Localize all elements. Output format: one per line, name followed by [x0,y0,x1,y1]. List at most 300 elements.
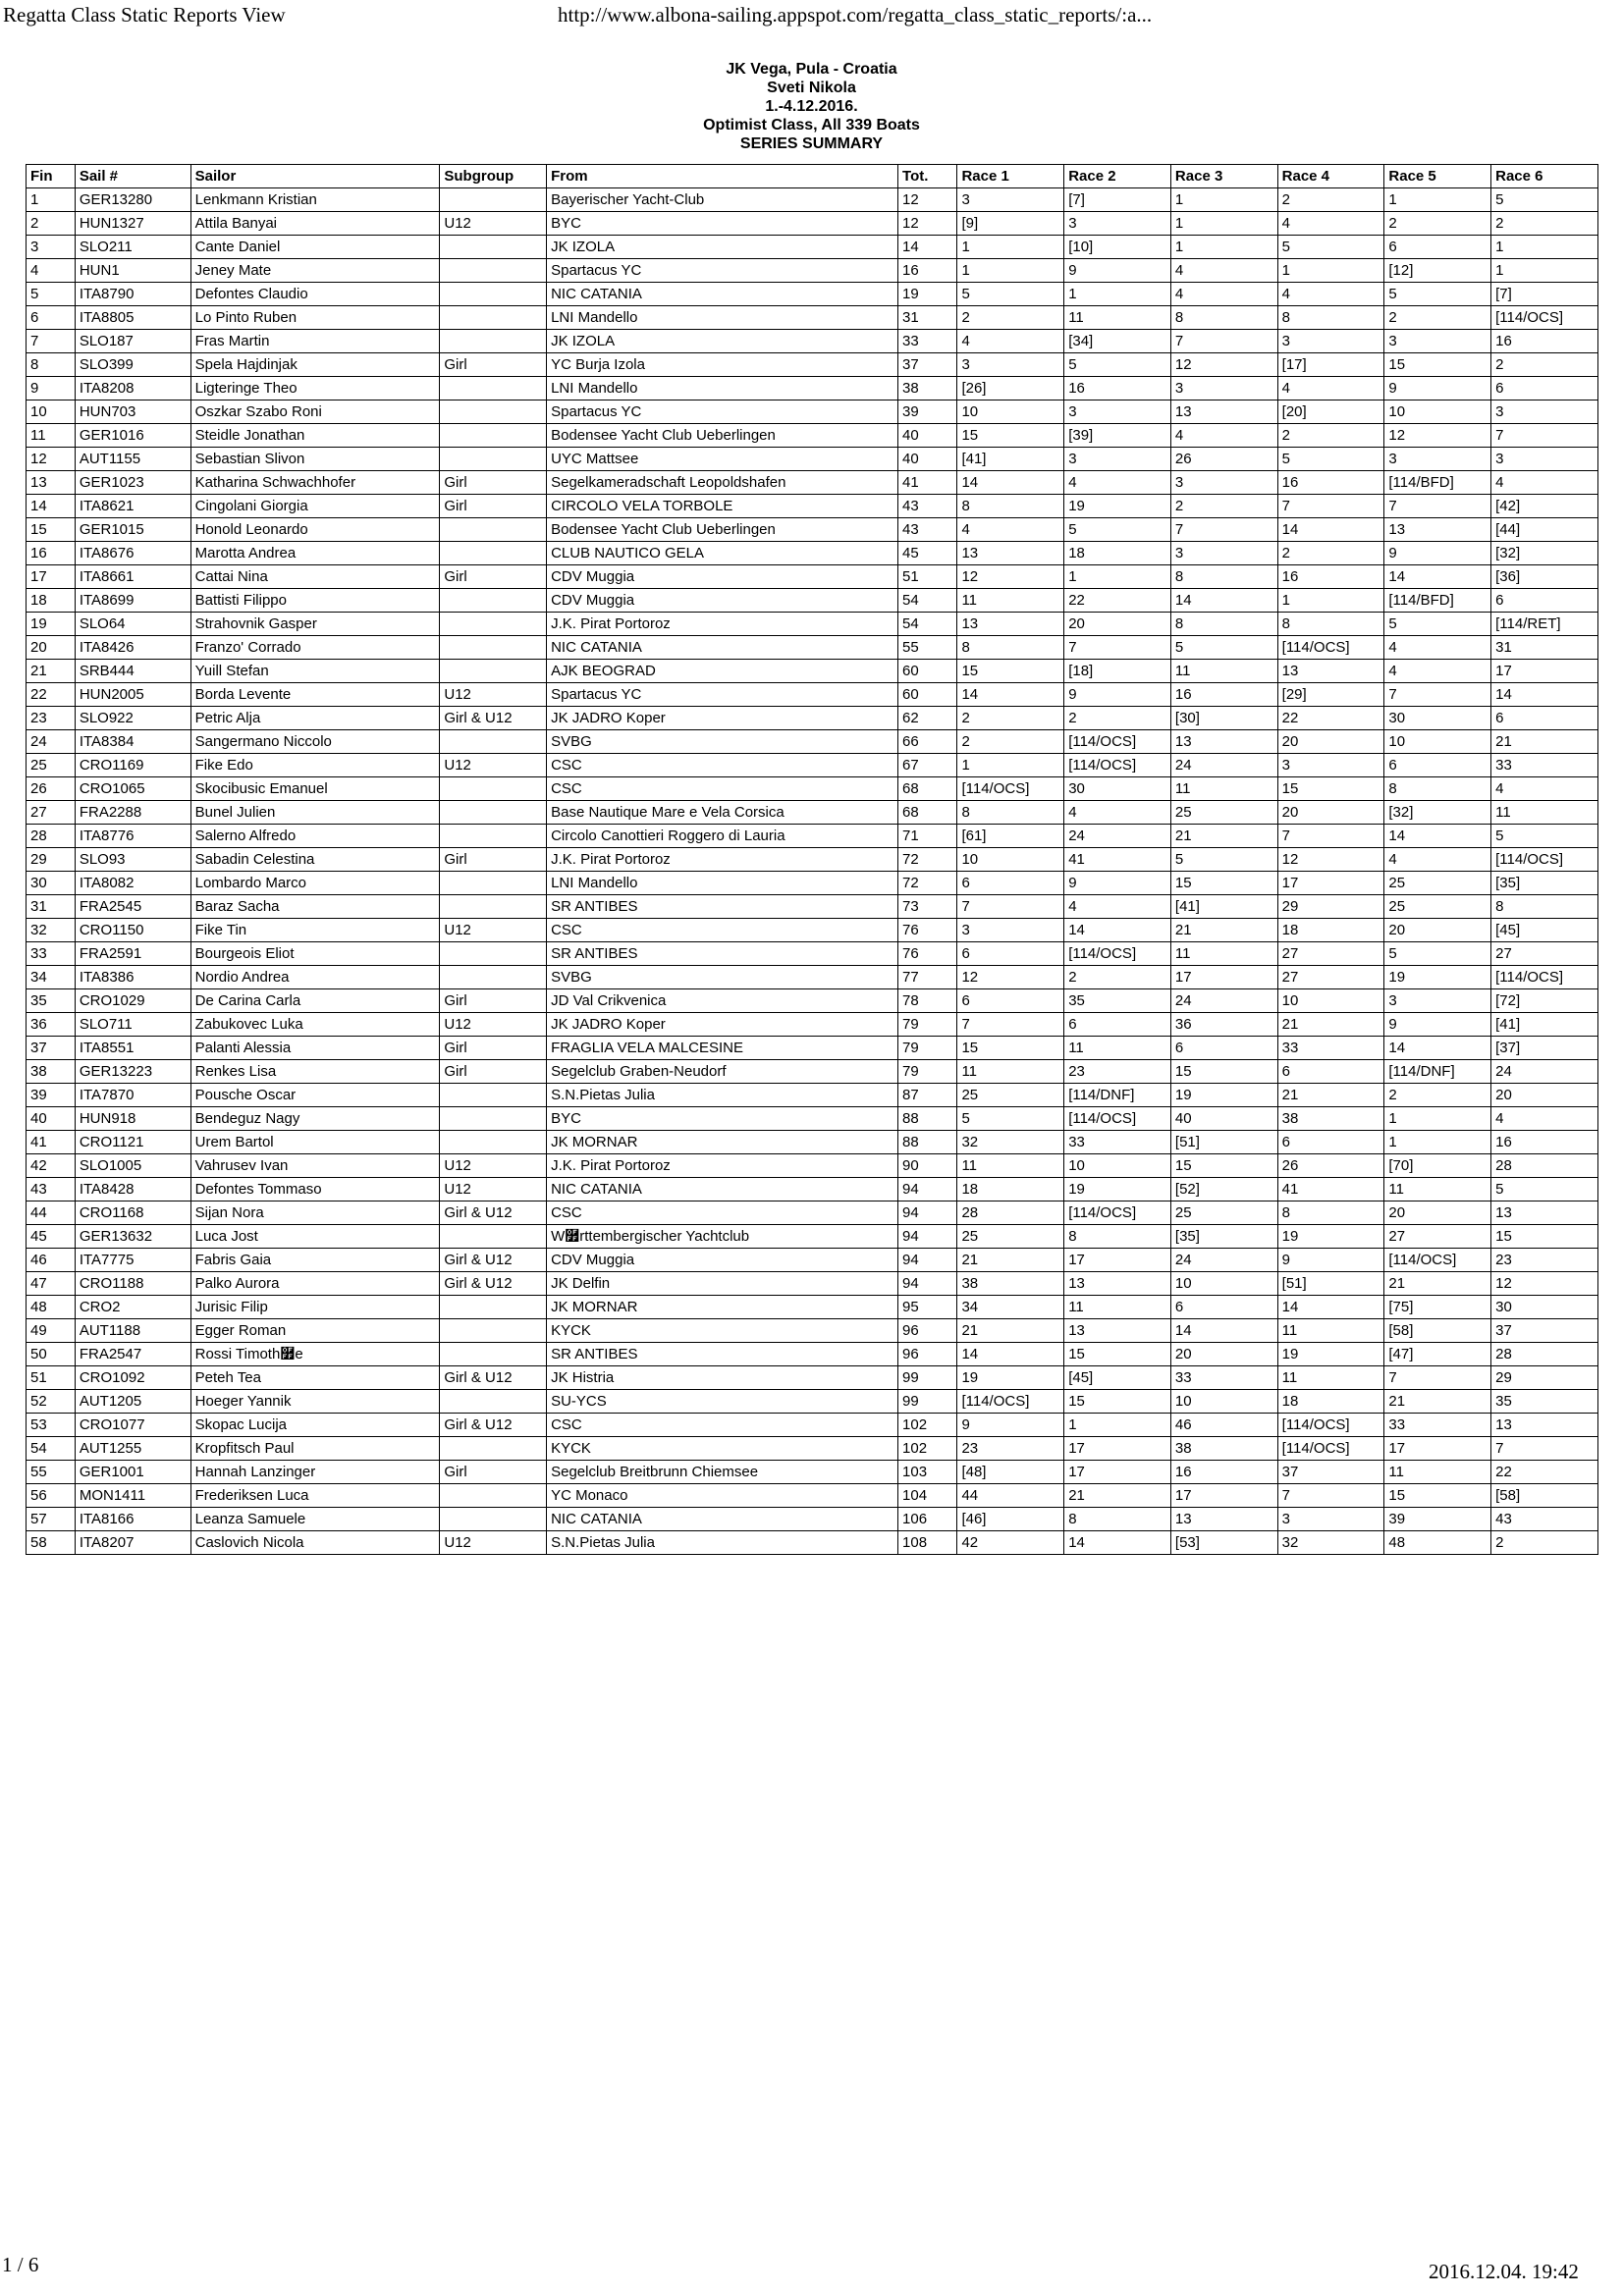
series-summary-table [26,164,1598,1555]
cell-race-6: 24 [1491,1060,1598,1084]
cell-race-2: 19 [1064,495,1171,518]
cell-race-4: 1 [1277,259,1384,283]
cell-race-4: 8 [1277,306,1384,330]
cell-race-5: 15 [1384,1484,1491,1508]
table-row [27,259,1598,283]
cell-race-1: [46] [957,1508,1064,1531]
cell-race-2: [114/OCS] [1064,730,1171,754]
cell-race-6: 5 [1491,188,1598,212]
table-row [27,353,1598,377]
cell-from: Bodensee Yacht Club Ueberlingen [547,424,898,448]
cell-subgroup [440,424,547,448]
cell-sail-number: ITA8790 [75,283,190,306]
cell-race-4: 21 [1277,1084,1384,1107]
cell-subgroup: Girl & U12 [440,1272,547,1296]
cell-total: 95 [898,1296,957,1319]
cell-fin: 41 [27,1131,76,1154]
report-event-name: Sveti Nikola [767,80,856,96]
cell-sailor: Honold Leonardo [190,518,440,542]
table-row [27,1225,1598,1249]
cell-race-2: [114/OCS] [1064,1201,1171,1225]
cell-race-4: [114/OCS] [1277,1414,1384,1437]
column-header-race-4[interactable]: Race 4 [1277,165,1384,188]
cell-sail-number: GER13632 [75,1225,190,1249]
cell-subgroup: Girl [440,353,547,377]
cell-race-5: 1 [1384,188,1491,212]
cell-race-3: 2 [1170,495,1277,518]
cell-sail-number: SLO1005 [75,1154,190,1178]
cell-fin: 6 [27,306,76,330]
cell-race-4: 29 [1277,895,1384,919]
cell-race-6: [37] [1491,1037,1598,1060]
column-header-total[interactable]: Tot. [898,165,957,188]
cell-race-4: 16 [1277,471,1384,495]
cell-total: 14 [898,236,957,259]
cell-race-5: 3 [1384,989,1491,1013]
cell-sail-number: CRO1077 [75,1414,190,1437]
cell-race-4: [114/OCS] [1277,636,1384,660]
table-row [27,825,1598,848]
cell-race-1: 38 [957,1272,1064,1296]
cell-from: NIC CATANIA [547,1178,898,1201]
cell-total: 41 [898,471,957,495]
cell-race-3: 21 [1170,919,1277,942]
cell-race-5: 21 [1384,1390,1491,1414]
table-row [27,330,1598,353]
cell-race-6: 28 [1491,1154,1598,1178]
column-header-from[interactable]: From [547,165,898,188]
cell-race-4: 3 [1277,754,1384,777]
cell-race-4: 2 [1277,424,1384,448]
cell-subgroup: Girl [440,495,547,518]
cell-from: SR ANTIBES [547,895,898,919]
table-row [27,424,1598,448]
cell-race-3: 8 [1170,613,1277,636]
cell-fin: 56 [27,1484,76,1508]
cell-race-5: 14 [1384,1037,1491,1060]
cell-from: BYC [547,1107,898,1131]
cell-race-1: [26] [957,377,1064,400]
cell-sailor: Pousche Oscar [190,1084,440,1107]
cell-sail-number: CRO1168 [75,1201,190,1225]
cell-race-1: 1 [957,259,1064,283]
cell-race-6: 11 [1491,801,1598,825]
cell-subgroup [440,1084,547,1107]
cell-race-2: 5 [1064,353,1171,377]
cell-race-3: 13 [1170,400,1277,424]
cell-race-2: 11 [1064,1296,1171,1319]
table-row [27,306,1598,330]
cell-sailor: Rossi Timoth࿿e [190,1343,440,1366]
cell-race-4: 18 [1277,1390,1384,1414]
column-header-race-6[interactable]: Race 6 [1491,165,1598,188]
table-row [27,989,1598,1013]
cell-total: 31 [898,306,957,330]
cell-race-3: 24 [1170,1249,1277,1272]
cell-fin: 57 [27,1508,76,1531]
cell-total: 103 [898,1461,957,1484]
cell-fin: 32 [27,919,76,942]
cell-sailor: Skopac Lucija [190,1414,440,1437]
cell-sail-number: HUN1327 [75,212,190,236]
cell-race-6: 35 [1491,1390,1598,1414]
cell-subgroup: Girl [440,1060,547,1084]
cell-race-1: 25 [957,1225,1064,1249]
cell-total: 94 [898,1201,957,1225]
cell-race-2: 24 [1064,825,1171,848]
cell-race-1: 28 [957,1201,1064,1225]
cell-race-1: 3 [957,353,1064,377]
cell-subgroup [440,1343,547,1366]
cell-race-5: 2 [1384,1084,1491,1107]
table-row [27,1178,1598,1201]
column-header-race-5[interactable]: Race 5 [1384,165,1491,188]
cell-race-5: 10 [1384,400,1491,424]
cell-sailor: Bourgeois Eliot [190,942,440,966]
cell-race-2: 13 [1064,1272,1171,1296]
cell-sail-number: SLO711 [75,1013,190,1037]
cell-race-1: 2 [957,306,1064,330]
cell-race-5: 48 [1384,1531,1491,1555]
cell-from: JK Delfin [547,1272,898,1296]
cell-race-4: 19 [1277,1225,1384,1249]
cell-total: 96 [898,1343,957,1366]
cell-race-2: 4 [1064,471,1171,495]
cell-race-6: [58] [1491,1484,1598,1508]
cell-race-5: [75] [1384,1296,1491,1319]
cell-fin: 14 [27,495,76,518]
cell-total: 37 [898,353,957,377]
cell-sail-number: SRB444 [75,660,190,683]
cell-race-4: 6 [1277,1060,1384,1084]
cell-race-6: [114/OCS] [1491,966,1598,989]
table-row [27,1013,1598,1037]
cell-fin: 3 [27,236,76,259]
cell-race-1: 10 [957,848,1064,872]
cell-subgroup: Girl [440,1461,547,1484]
cell-sail-number: ITA8428 [75,1178,190,1201]
cell-race-4: 14 [1277,518,1384,542]
cell-sail-number: ITA8207 [75,1531,190,1555]
cell-from: CSC [547,1201,898,1225]
cell-race-6: [72] [1491,989,1598,1013]
column-header-race-3[interactable]: Race 3 [1170,165,1277,188]
cell-subgroup: U12 [440,1154,547,1178]
cell-from: JK MORNAR [547,1296,898,1319]
cell-subgroup [440,1390,547,1414]
cell-sail-number: CRO1092 [75,1366,190,1390]
cell-race-2: [114/OCS] [1064,754,1171,777]
cell-sailor: Sabadin Celestina [190,848,440,872]
cell-race-4: 37 [1277,1461,1384,1484]
cell-sailor: Palko Aurora [190,1272,440,1296]
cell-fin: 47 [27,1272,76,1296]
cell-sailor: Borda Levente [190,683,440,707]
cell-sail-number: FRA2591 [75,942,190,966]
cell-fin: 34 [27,966,76,989]
column-header-subgroup[interactable]: Subgroup [440,165,547,188]
cell-from: UYC Mattsee [547,448,898,471]
cell-sailor: Bunel Julien [190,801,440,825]
cell-subgroup [440,1225,547,1249]
cell-race-4: [51] [1277,1272,1384,1296]
report-title-block [0,61,1623,154]
cell-race-4: 7 [1277,825,1384,848]
table-row [27,518,1598,542]
cell-subgroup [440,330,547,353]
print-header-url: http://www.albona-sailing.appspot.com/regatta_class_static_reports/:a... [558,3,1153,27]
cell-from: W࿿rttembergischer Yachtclub [547,1225,898,1249]
column-header-sail-number[interactable]: Sail # [75,165,190,188]
cell-total: 99 [898,1390,957,1414]
cell-race-5: [114/DNF] [1384,1060,1491,1084]
cell-total: 54 [898,589,957,613]
cell-race-4: 7 [1277,495,1384,518]
cell-sail-number: CRO1065 [75,777,190,801]
cell-sailor: Luca Jost [190,1225,440,1249]
cell-sailor: Renkes Lisa [190,1060,440,1084]
cell-race-2: [10] [1064,236,1171,259]
cell-race-3: 7 [1170,330,1277,353]
cell-race-1: 9 [957,1414,1064,1437]
cell-sail-number: CRO1169 [75,754,190,777]
cell-from: AJK BEOGRAD [547,660,898,683]
cell-race-1: 13 [957,542,1064,565]
cell-fin: 17 [27,565,76,589]
cell-race-2: 1 [1064,565,1171,589]
cell-race-5: [32] [1384,801,1491,825]
cell-fin: 43 [27,1178,76,1201]
cell-fin: 45 [27,1225,76,1249]
cell-sail-number: ITA7775 [75,1249,190,1272]
cell-race-1: 14 [957,683,1064,707]
cell-from: JK JADRO Koper [547,1013,898,1037]
cell-total: 40 [898,424,957,448]
table-row [27,1084,1598,1107]
cell-race-6: [7] [1491,283,1598,306]
cell-fin: 39 [27,1084,76,1107]
cell-sailor: Fike Edo [190,754,440,777]
cell-from: CIRCOLO VELA TORBOLE [547,495,898,518]
cell-race-6: 6 [1491,377,1598,400]
cell-sailor: Frederiksen Luca [190,1484,440,1508]
cell-subgroup: U12 [440,919,547,942]
cell-race-5: 11 [1384,1178,1491,1201]
cell-subgroup [440,1437,547,1461]
cell-race-5: 10 [1384,730,1491,754]
cell-sailor: Hannah Lanzinger [190,1461,440,1484]
cell-fin: 22 [27,683,76,707]
cell-from: Base Nautique Mare e Vela Corsica [547,801,898,825]
cell-race-1: 11 [957,589,1064,613]
cell-race-6: 6 [1491,589,1598,613]
cell-race-6: 33 [1491,754,1598,777]
cell-race-5: [114/OCS] [1384,1249,1491,1272]
table-row [27,1390,1598,1414]
cell-sailor: Egger Roman [190,1319,440,1343]
cell-total: 38 [898,377,957,400]
cell-race-1: 4 [957,518,1064,542]
cell-race-2: 1 [1064,283,1171,306]
cell-race-4: 27 [1277,942,1384,966]
cell-subgroup [440,589,547,613]
cell-race-3: 4 [1170,424,1277,448]
cell-total: 88 [898,1131,957,1154]
table-row [27,283,1598,306]
cell-total: 77 [898,966,957,989]
cell-from: Segelclub Graben-Neudorf [547,1060,898,1084]
cell-total: 76 [898,919,957,942]
cell-sail-number: ITA8699 [75,589,190,613]
cell-race-3: 6 [1170,1296,1277,1319]
cell-sail-number: ITA8621 [75,495,190,518]
cell-race-2: [7] [1064,188,1171,212]
cell-sailor: Palanti Alessia [190,1037,440,1060]
cell-sailor: Urem Bartol [190,1131,440,1154]
table-row [27,1508,1598,1531]
cell-sail-number: CRO1029 [75,989,190,1013]
cell-race-3: 8 [1170,565,1277,589]
table-row [27,613,1598,636]
cell-sailor: Baraz Sacha [190,895,440,919]
cell-race-6: [45] [1491,919,1598,942]
cell-race-2: 9 [1064,259,1171,283]
cell-race-2: 8 [1064,1225,1171,1249]
cell-race-4: [17] [1277,353,1384,377]
table-row [27,848,1598,872]
cell-race-3: 33 [1170,1366,1277,1390]
cell-race-1: [41] [957,448,1064,471]
cell-fin: 46 [27,1249,76,1272]
cell-from: JK IZOLA [547,330,898,353]
cell-race-4: 38 [1277,1107,1384,1131]
cell-race-6: 28 [1491,1343,1598,1366]
cell-race-6: 4 [1491,471,1598,495]
cell-race-6: 4 [1491,1107,1598,1131]
cell-race-1: 11 [957,1154,1064,1178]
cell-sailor: Oszkar Szabo Roni [190,400,440,424]
cell-from: Circolo Canottieri Roggero di Lauria [547,825,898,848]
table-row [27,377,1598,400]
cell-from: JK IZOLA [547,236,898,259]
cell-fin: 44 [27,1201,76,1225]
column-header-race-1[interactable]: Race 1 [957,165,1064,188]
cell-race-1: 21 [957,1319,1064,1343]
cell-sail-number: AUT1188 [75,1319,190,1343]
cell-race-6: 5 [1491,825,1598,848]
column-header-race-2[interactable]: Race 2 [1064,165,1171,188]
cell-total: 79 [898,1060,957,1084]
cell-subgroup: U12 [440,754,547,777]
cell-race-5: 20 [1384,1201,1491,1225]
cell-sail-number: CRO1121 [75,1131,190,1154]
cell-sail-number: HUN918 [75,1107,190,1131]
cell-race-2: 17 [1064,1437,1171,1461]
cell-race-1: 3 [957,919,1064,942]
cell-sailor: Steidle Jonathan [190,424,440,448]
report-section-title: SERIES SUMMARY [739,135,884,152]
cell-race-3: 11 [1170,660,1277,683]
cell-sailor: Zabukovec Luka [190,1013,440,1037]
cell-race-5: 6 [1384,754,1491,777]
cell-fin: 28 [27,825,76,848]
cell-subgroup [440,542,547,565]
column-header-fin[interactable]: Fin [27,165,76,188]
cell-race-3: 21 [1170,825,1277,848]
table-row [27,966,1598,989]
cell-race-6: 7 [1491,424,1598,448]
cell-total: 43 [898,518,957,542]
cell-race-2: 33 [1064,1131,1171,1154]
cell-from: JK MORNAR [547,1131,898,1154]
cell-race-2: 10 [1064,1154,1171,1178]
cell-race-1: 8 [957,636,1064,660]
cell-race-3: 15 [1170,1060,1277,1084]
report-dates: 1.-4.12.2016. [765,98,858,115]
cell-race-3: 25 [1170,801,1277,825]
cell-total: 108 [898,1531,957,1555]
cell-total: 43 [898,495,957,518]
cell-sailor: Fike Tin [190,919,440,942]
cell-race-2: 3 [1064,400,1171,424]
cell-race-5: 5 [1384,283,1491,306]
cell-race-2: 3 [1064,212,1171,236]
cell-subgroup [440,1319,547,1343]
cell-race-5: 3 [1384,330,1491,353]
cell-race-3: 24 [1170,754,1277,777]
table-row [27,1154,1598,1178]
cell-race-1: 3 [957,188,1064,212]
table-header-row [27,165,1598,188]
cell-race-4: 17 [1277,872,1384,895]
cell-sail-number: GER13223 [75,1060,190,1084]
cell-fin: 37 [27,1037,76,1060]
cell-sail-number: ITA8805 [75,306,190,330]
cell-race-1: 10 [957,400,1064,424]
cell-race-3: 36 [1170,1013,1277,1037]
cell-sail-number: ITA8384 [75,730,190,754]
cell-total: 33 [898,330,957,353]
cell-sail-number: FRA2545 [75,895,190,919]
cell-race-3: 1 [1170,236,1277,259]
cell-fin: 8 [27,353,76,377]
cell-fin: 11 [27,424,76,448]
cell-race-1: 44 [957,1484,1064,1508]
table-row [27,236,1598,259]
cell-total: 55 [898,636,957,660]
cell-sailor: Lenkmann Kristian [190,188,440,212]
cell-race-5: 9 [1384,377,1491,400]
cell-race-1: 1 [957,754,1064,777]
cell-sail-number: SLO93 [75,848,190,872]
cell-race-1: 6 [957,989,1064,1013]
cell-fin: 51 [27,1366,76,1390]
cell-race-4: 8 [1277,613,1384,636]
cell-subgroup [440,1131,547,1154]
cell-race-4: 8 [1277,1201,1384,1225]
cell-subgroup [440,613,547,636]
cell-subgroup [440,188,547,212]
cell-race-2: 9 [1064,872,1171,895]
cell-race-2: [18] [1064,660,1171,683]
cell-race-1: 6 [957,872,1064,895]
cell-race-5: 2 [1384,212,1491,236]
cell-race-4: 16 [1277,565,1384,589]
cell-sail-number: MON1411 [75,1484,190,1508]
cell-fin: 33 [27,942,76,966]
table-row [27,1461,1598,1484]
column-header-sailor[interactable]: Sailor [190,165,440,188]
